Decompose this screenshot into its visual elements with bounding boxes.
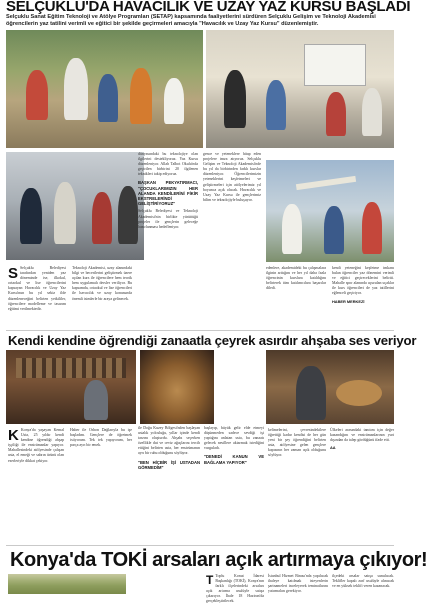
photo-instrument-workshop xyxy=(6,350,136,424)
article1-byline: HABER MERKEZİ xyxy=(332,298,365,304)
article2-byline: AA xyxy=(330,445,336,451)
article2-column-4: başlayıp, büyük gelir elde etmeyi düşünmeden sadece sevdiği işi yaptığını anlatan usta, bu zanaatı gelecek nesillere aktarmak istediğini vurguladı. "DENEDİ KANUN VE BAĞLAMA YAPIYOR" xyxy=(204,426,264,465)
article1-column-2: Teknoloji Akademisi, uzay alanındaki bilgi ve becerilerini geliştirmek üzere açılan kurs ile öğrencilere hem teorik hem uygulamalı dersler veriliyor. Bu kapsamda, ortaokul ve lise öğrencileri ile havacılık ve uzay konusunda önemli isimlerle bir araya gelinecek. xyxy=(72,266,132,301)
article2-subheading-2: "DENEDİ KANUN VE BAĞLAMA YAPIYOR" xyxy=(204,454,264,465)
section-divider xyxy=(6,545,394,546)
section-divider xyxy=(6,330,394,331)
photo-land-aerial xyxy=(8,574,126,594)
dropcap: T xyxy=(206,573,214,587)
article1-column-5: edenlere, akademideki bu çalışmalara ilginin arttığını ve her yıl daha fazla öğrencinin kurslara katıldığını belirterek tüm katılımcılara başarılar diledi. xyxy=(266,266,326,291)
article3-column-1: T Toplu Konut İdaresi Başkanlığı (TOKİ), Konya'nın farklı ilçelerindeki arsaları açık artırma usulüyle satışa çıkarıyor. İhale 18 Haziran'da gerçekleştirilecek. xyxy=(206,573,264,604)
article2-column-1: K Konya'da yaşayan Kemal Usta, 25 yıldır kendi kendine öğrendiği ahşap işçiliği ile enstrümanlar yapıyor. Mahallesindeki atölyesinde çalışan usta, el emeği ve sabrın ürünü olan eserleriyle dikkat çekiyor. xyxy=(8,427,64,463)
article1-column-6: kendi yeteneğini keşfetme imkanı bulan öğrenciler yaz dönemini verimli ve eğitici geçireceklerini belirtti. Mahalle spor alanında uçurulan uçaklar ile kurs öğrencileri de yaz tatillerini eğlenceli geçiriyor. HABER MERKEZİ xyxy=(332,266,394,304)
article2-column-5: kelimelerini, çevresindekilere öğrettiği kadar kendisi de her gün yeni bir şey öğrendiğini belirten usta, atölyesine gelen gençlere kapısının her zaman açık olduğunu söylüyor. xyxy=(268,428,326,458)
photo-model-plane xyxy=(266,160,394,262)
article2-headline: Kendi kendine öğrendiği zanaatla çeyrek asırdır ahşaba ses veriyor xyxy=(8,333,417,348)
photo-classroom xyxy=(206,30,394,148)
article2-subheading-1: "BEN HİÇBİR İŞİ USTADAN GÖRMEDİM" xyxy=(138,459,200,470)
dropcap: S xyxy=(8,265,19,282)
article2-column-6: Ülkeleri arasındaki tanıtım için değer kazandığını ve enstrümanlarının yurt dışından da talep gördüğünü ifade etti. AA xyxy=(330,428,394,451)
article3-column-3: ilçedeki arsalar satışa sunulacak. Teklifler kapalı zarf usulüyle alınacak ve en yüksek teklifi veren kazanacak. xyxy=(332,574,394,589)
article1-intro: Selçuklu Sanat Eğitim Teknoloji ve Atölye Programları (SETAP) kapsamında faaliyetlerini sürdüren Selçuklu Gelişim ve Teknoloji Akademisi öğrencilerin yaz tatilini verimli ve eğitici bir şekilde geçirmeleri amacıyla "Havacılık ve Uzay Yaz Kursu" düzenlemiştir. xyxy=(6,14,376,27)
article1-headline: SELÇUKLU'DA HAVACILIK VE UZAY YAZ KURSU BAŞLADI xyxy=(6,0,411,15)
article1-column-1: S Selçuklu Belediyesi tarafından yeniden yaz döneminde ise, ilkokul, ortaokul ve lise öğrencilerini kapsayan Havacılık ve Uzay Yaz Kursu'nun bu yıl sekiz ilde düzenleneceğini belirten yetkililer, öğrencilere modelleme ve tasarım eğitimi verilmektedir. xyxy=(8,265,66,311)
article2-column-3: ile Doğu Kuzey Bölgesi'nden başlayan ustalık yolculuğu, yıllar içinde kendi tarzını oluşturdu. Ahşabı seçerken özellikle dut ve ceviz ağaçlarını tercih ettiğini belirten usta, her enstrümanın ayrı bir ruhu olduğunu söylüyor. "BEN HİÇBİR İŞİ USTADAN GÖRMEDİM" xyxy=(138,426,200,470)
article1-column-4: gence ve yeteneklere hitap eden projelere imza atıyoruz. Selçuklu Gelişim ve Teknoloji Akademisi'nde bu yıl da birbirinden farklı kurslar düzenleniyor. Öğrencilerimizin yeteneklerini keşfetmeleri ve geliştirmeleri için atölyelerimiz yıl boyunca açık olacak. Havacılık ve Uzay Yaz Kursu ile gençlerimiz bilim ve teknolojiyle buluşuyor. xyxy=(203,152,261,202)
article3-headline: Konya'da TOKİ arsaları açık artırmaya çıkıyor! xyxy=(10,549,427,571)
article3-column-2: İstanbul Hizmet Binası'nda yapılacak ihaleye katılmak isteyenlerin şartnameleri inceleyerek teminatlarını yatırmaları gerekiyor. xyxy=(268,574,328,594)
article1-subheading: BAŞKAN PEKYATIRMACI, "ÇOCUKLARIMIZIN HER ALANDA KENDİLERİNİ FİKİR EKSTRELERİNDİ GELİŞTİRİYORUZ" xyxy=(138,180,198,207)
photo-students-field xyxy=(6,30,203,148)
dropcap: K xyxy=(8,427,19,444)
photo-workshop-lab xyxy=(6,152,144,260)
article2-column-2: Haber ile Orhon Dağlarıyla bu işe başladım. Gençlere de öğretmek istiyorum. Tek tek yapıyorum, her parça ayrı bir emek. xyxy=(70,428,132,448)
article1-column-3: dünyasındaki bu teknolojiye olan ilgilerini destekliyoruz. Yaz Kursu düzenleniyor. Allah Talbot Okulu'nda geçirilen birbirini 20 ilgilenen teknikleri takip ediyoruz. BAŞKAN PEKYATIRMACI, "ÇOCUKLARIMIZIN HER ALANDA KENDİLERİNİ FİKİR EKSTRELERİNDİ GELİŞTİRİYORUZ" Selçuklu Belediyesi ve Teknoloji Akademisi'nin birlikte yürüttüğü projeler ile gençlerin geleceğe hazırlanması hedefleniyor. xyxy=(138,152,198,229)
photo-craftsman xyxy=(266,350,394,424)
